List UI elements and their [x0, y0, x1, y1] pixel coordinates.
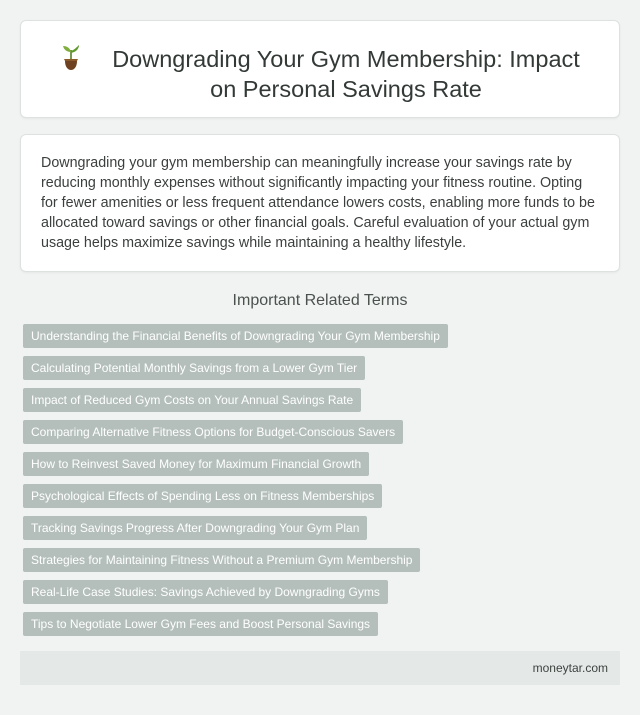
term-tag[interactable]: Real-Life Case Studies: Savings Achieved by Downgrading Gyms	[23, 580, 388, 604]
related-terms-heading: Important Related Terms	[232, 292, 408, 309]
footer-bar	[20, 651, 620, 685]
term-tag[interactable]: Tips to Negotiate Lower Gym Fees and Boost Personal Savings	[23, 612, 378, 636]
term-tag[interactable]: Tracking Savings Progress After Downgrading Your Gym Plan	[23, 516, 367, 540]
term-tag[interactable]: Psychological Effects of Spending Less on Fitness Memberships	[23, 484, 382, 508]
footer-site-link[interactable]: moneytar.com	[532, 661, 608, 675]
summary-paragraph: Downgrading your gym membership can meaningfully increase your savings rate by reducing monthly expenses without significantly impacting your fitness routine. Opting for fewer amenities or less frequent attendance lowers costs, enabling more funds to be allocated toward savings or other financial goals. Careful evaluation of your actual gym usage helps maximize savings while maintaining a healthy lifestyle.	[41, 155, 595, 251]
term-tag[interactable]: Calculating Potential Monthly Savings from a Lower Gym Tier	[23, 356, 365, 380]
term-tag[interactable]: Understanding the Financial Benefits of Downgrading Your Gym Membership	[23, 324, 448, 348]
term-tag[interactable]: Impact of Reduced Gym Costs on Your Annual Savings Rate	[23, 388, 361, 412]
term-tag[interactable]: Strategies for Maintaining Fitness Without a Premium Gym Membership	[23, 548, 420, 572]
sprout-icon	[56, 42, 86, 72]
term-tag[interactable]: How to Reinvest Saved Money for Maximum Financial Growth	[23, 452, 369, 476]
term-tag[interactable]: Comparing Alternative Fitness Options for Budget-Conscious Savers	[23, 420, 403, 444]
page-title: Downgrading Your Gym Membership: Impact on Personal Savings Rate	[112, 46, 580, 102]
